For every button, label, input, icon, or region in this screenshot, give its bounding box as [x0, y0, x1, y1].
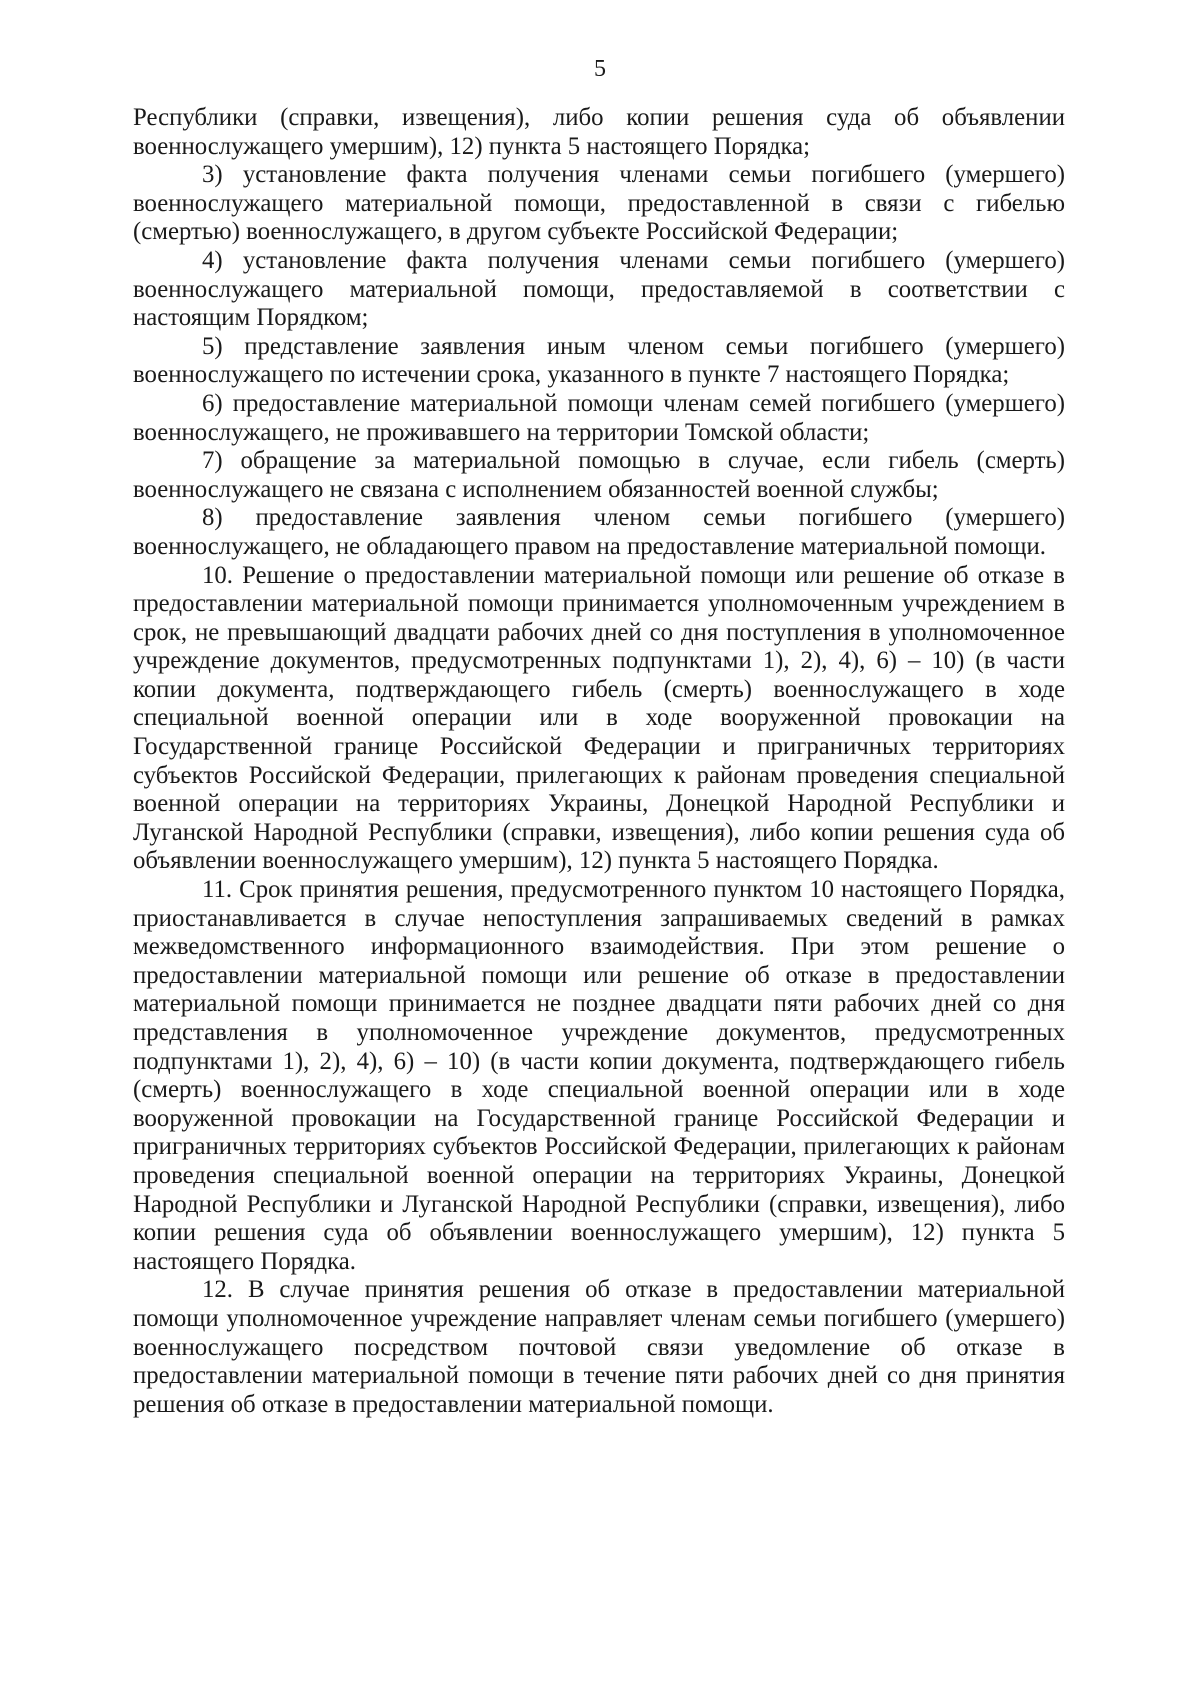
- paragraph-clause-12: 12. В случае принятия решения об отказе в предоставлении материальной помощи уполномоченное учреждение направляет членам семьи погибшего (умершего) военнослужащего посредством почтовой связи уведомление об отказе в предоставлении материальной помощи в течение пяти рабочих дней со дня принятия решения об отказе в предоставлении материальной помощи.: [133, 1276, 1065, 1418]
- paragraph-item-3: 3) установление факта получения членами семьи погибшего (умершего) военнослужащего материальной помощи, предоставленной в связи с гибелью (смертью) военнослужащего, в другом субъекте Российской Федерации;: [133, 161, 1065, 246]
- paragraph-item-6: 6) предоставление материальной помощи членам семей погибшего (умершего) военнослужащего, не проживавшего на территории Томской области;: [133, 389, 1065, 446]
- paragraph-continuation: Республики (справки, извещения), либо копии решения суда об объявлении военнослужащего умершим), 12) пункта 5 настоящего Порядка;: [133, 104, 1065, 160]
- page-number: 5: [594, 56, 606, 82]
- paragraph-item-7: 7) обращение за материальной помощью в случае, если гибель (смерть) военнослужащего не связана с исполнением обязанностей военной службы;: [133, 447, 1065, 503]
- paragraph-item-8: 8) предоставление заявления членом семьи погибшего (умершего) военнослужащего, не обладающего правом на предоставление материальной помощи.: [133, 504, 1065, 560]
- paragraph-clause-10: 10. Решение о предоставлении материальной помощи или решение об отказе в предоставлении материальной помощи принимается уполномоченным учреждением в срок, не превышающий двадцати рабочих дней со дня поступления в уполномоченное учреждение документов, предусмотренных подпунктами 1), 2), 4), 6) – 10) (в части копии документа, подтверждающего гибель (смерть) военнослужащего в ходе специальной военной операции или в ходе вооруженной провокации на Государственной границе Российской Федерации и приграничных территориях субъектов Российской Федерации, прилегающих к районам проведения специальной военной операции на территориях Украины, Донецкой Народной Республики и Луганской Народной Республики (справки, извещения), либо копии решения суда об объявлении военнослужащего умершим), 12) пункта 5 настоящего Порядка.: [133, 561, 1065, 875]
- paragraph-item-5: 5) представление заявления иным членом семьи погибшего (умершего) военнослужащего по истечении срока, указанного в пункте 7 настоящего Порядка;: [133, 332, 1065, 389]
- paragraph-clause-11: 11. Срок принятия решения, предусмотренного пунктом 10 настоящего Порядка, приостанавливается в случае непоступления запрашиваемых сведений в рамках межведомственного информационного взаимодействия. При этом решение о предоставлении материальной помощи или решение об отказе в предоставлении материальной помощи принимается не позднее двадцати пяти рабочих дней со дня представления в уполномоченное учреждение документов, предусмотренных подпунктами 1), 2), 4), 6) – 10) (в части копии документа, подтверждающего гибель (смерть) военнослужащего в ходе специальной военной операции или в ходе вооруженной провокации на Государственной границе Российской Федерации и приграничных территориях субъектов Российской Федерации, прилегающих к районам проведения специальной военной операции на территориях Украины, Донецкой Народной Республики и Луганской Народной Республики (справки, извещения), либо копии решения суда об объявлении военнослужащего умершим), 12) пункта 5 настоящего Порядка.: [133, 876, 1065, 1275]
- paragraph-item-4: 4) установление факта получения членами семьи погибшего (умершего) военнослужащего материальной помощи, предоставляемой в соответствии с настоящим Порядком;: [133, 246, 1065, 332]
- document-body: [133, 104, 1065, 1419]
